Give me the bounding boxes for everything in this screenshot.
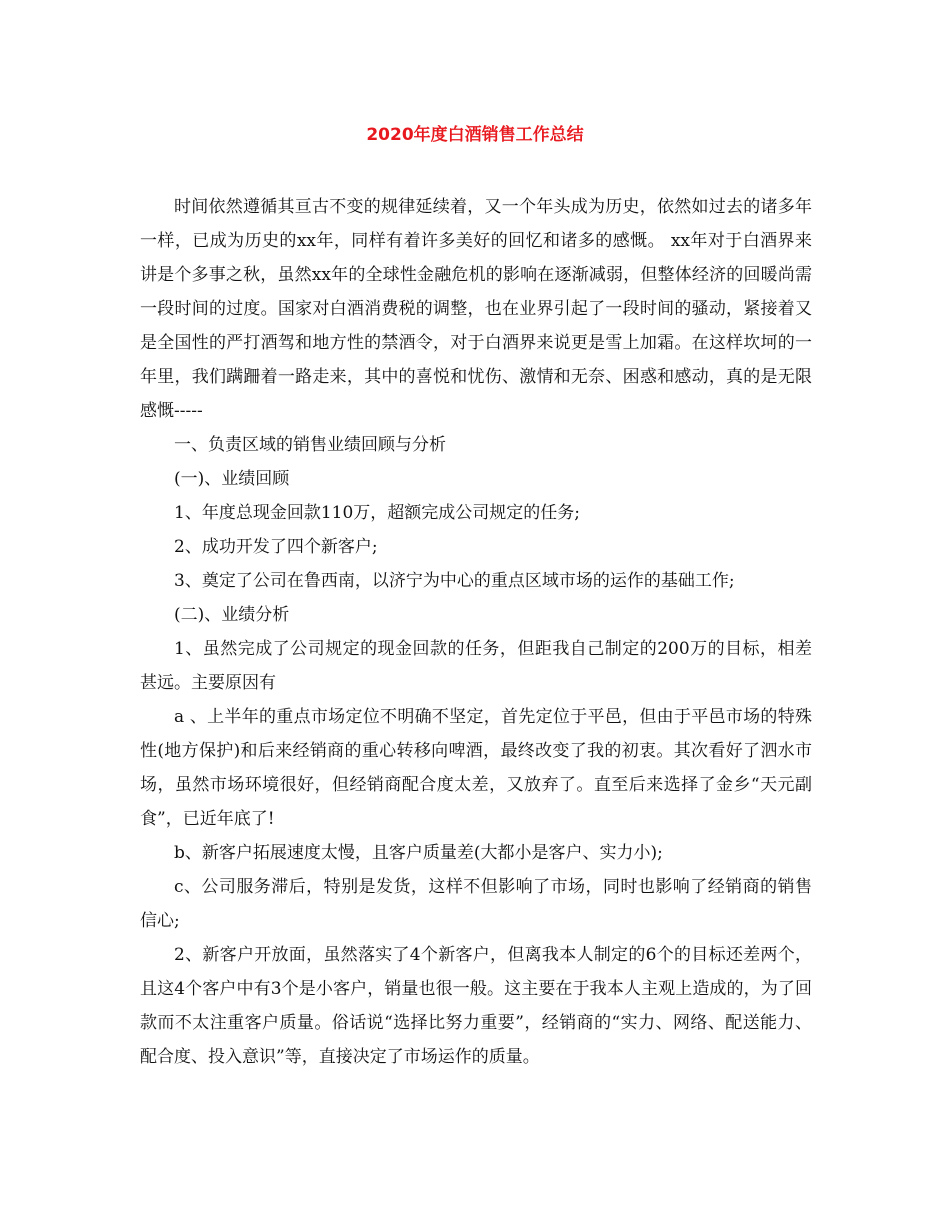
list-item: 3、奠定了公司在鲁西南，以济宁为中心的重点区域市场的运作的基础工作; [174,571,735,591]
list-item: c、公司服务滞后，特别是发货，这样不但影响了市场，同时也影响了经销商的销售信心; [140,877,812,931]
list-item: 1、年度总现金回款110万，超额完成公司规定的任务; [174,503,580,523]
subsection-heading-analysis: (二)、业绩分析 [174,605,290,625]
list-item: b、新客户拓展速度太慢，且客户质量差(大都小是客户、实力小); [174,843,663,863]
list-item: a 、上半年的重点市场定位不明确不坚定，首先定位于平邑，但由于平邑市场的特殊性(地方保护)和后来经销商的重心转移向啤酒，最终改变了我的初衷。其次看好了泗水市场，虽然市场环境很好，但经销商配合度太差，又放弃了。直至后来选择了金乡“天元副食”，已近年底了! [140,707,812,829]
subsection-heading-review: (一)、业绩回顾 [174,469,290,489]
list-item: 2、成功开发了四个新客户; [174,537,378,557]
section-heading-1: 一、负责区域的销售业绩回顾与分析 [174,435,446,455]
paragraph-intro: 时间依然遵循其亘古不变的规律延续着，又一个年头成为历史，依然如过去的诸多年一样，已成为历史的xx年，同样有着许多美好的回忆和诸多的感慨。 xx年对于白酒界来讲是个多事之秋，虽然xx年的全球性金融危机的影响在逐渐减弱，但整体经济的回暖尚需一段时间的过度。国家对白酒消费税的调整，也在业界引起了一段时间的骚动，紧接着又是全国性的严打酒驾和地方性的禁酒令，对于白酒界来说更是雪上加霜。在这样坎坷的一年里，我们蹒跚着一路走来，其中的喜悦和忧伤、激情和无奈、困惑和感动，真的是无限感慨----- [140,197,812,421]
document-title: 2020年度白酒销售工作总结 [366,125,584,145]
list-item: 2、新客户开放面，虽然落实了4个新客户，但离我本人制定的6个的目标还差两个，且这4个客户中有3个是小客户，销量也很一般。这主要在于我本人主观上造成的，为了回款而不太注重客户质量。俗话说“选择比努力重要”，经销商的“实力、网络、配送能力、配合度、投入意识”等，直接决定了市场运作的质量。 [140,945,812,1067]
list-item: 1、虽然完成了公司规定的现金回款的任务，但距我自己制定的200万的目标，相差甚远。主要原因有 [140,639,812,693]
document-body [140,190,812,1074]
